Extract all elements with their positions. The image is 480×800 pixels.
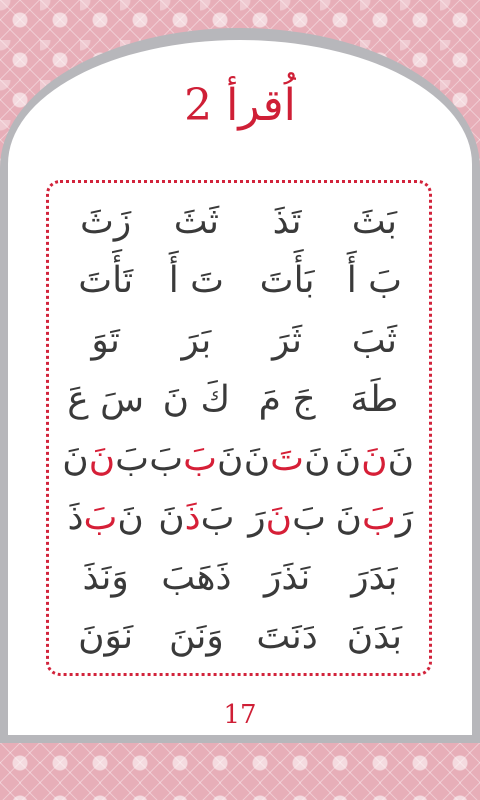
- syllable-cell[interactable]: [331, 311, 418, 370]
- syllable-text: رَ: [248, 497, 266, 539]
- highlighted-letter: تَ: [270, 438, 305, 480]
- syllable-cell[interactable]: [243, 370, 330, 429]
- syllable-cell[interactable]: [62, 488, 149, 547]
- syllable-text: نَذَرَ: [263, 556, 311, 598]
- syllable-cell[interactable]: [243, 488, 330, 547]
- syllable-text: بَ: [115, 438, 150, 480]
- syllable-text: وَنَذَ: [82, 556, 129, 598]
- syllable-text: ثَثَ: [173, 201, 220, 243]
- syllable-cell[interactable]: [331, 251, 418, 310]
- bottom-pattern-band: [0, 735, 480, 800]
- syllable-text: ذَهَبَ: [161, 556, 232, 598]
- syllable-cell[interactable]: [243, 548, 330, 607]
- syllable-cell[interactable]: [331, 192, 418, 251]
- syllable-text: نَ: [243, 438, 271, 480]
- syllable-cell[interactable]: [149, 370, 243, 429]
- syllable-cell[interactable]: [62, 548, 149, 607]
- syllable-cell[interactable]: [331, 488, 418, 547]
- syllable-cell[interactable]: [62, 311, 149, 370]
- syllable-text: ثَبَ: [351, 319, 398, 361]
- syllable-cell[interactable]: [331, 607, 418, 666]
- highlighted-letter: نَ: [265, 497, 293, 539]
- syllable-grid: [62, 192, 418, 666]
- highlighted-letter: نَ: [88, 438, 116, 480]
- syllable-text: بَأَتَ: [259, 260, 315, 302]
- syllable-text: نَ: [158, 497, 185, 539]
- syllable-cell[interactable]: [243, 311, 330, 370]
- syllable-text: بَرَ: [181, 319, 212, 361]
- syllable-text: طَهَ: [350, 378, 399, 420]
- syllable-text: كَ نَ: [162, 378, 231, 420]
- syllable-text: نَ: [334, 438, 362, 480]
- syllable-text: بَ: [149, 438, 184, 480]
- syllable-cell[interactable]: [243, 429, 330, 488]
- highlighted-letter: بَ: [361, 497, 396, 539]
- syllable-text: سَ عَ: [67, 378, 145, 420]
- syllable-text: نَ: [117, 497, 144, 539]
- syllable-cell[interactable]: [149, 311, 243, 370]
- syllable-text: بَ: [200, 497, 235, 539]
- syllable-cell[interactable]: [62, 607, 149, 666]
- syllable-text: تَأَتَ: [78, 260, 134, 302]
- syllable-cell[interactable]: [331, 429, 418, 488]
- syllable-text: رَ: [395, 497, 414, 539]
- highlighted-letter: بَ: [183, 438, 218, 480]
- highlighted-letter: بَ: [83, 497, 118, 539]
- syllable-cell[interactable]: [243, 192, 330, 251]
- syllable-text: تَ أَ: [168, 260, 225, 302]
- syllable-text: بَ أَ: [346, 260, 403, 302]
- syllable-text: وَنَنَ: [168, 615, 224, 657]
- syllable-cell[interactable]: [62, 370, 149, 429]
- syllable-text: بَ: [292, 497, 326, 539]
- syllable-text: بَثَ: [351, 201, 398, 243]
- syllable-cell[interactable]: [149, 429, 243, 488]
- syllable-cell[interactable]: [243, 607, 330, 666]
- syllable-cell[interactable]: [62, 192, 149, 251]
- syllable-cell[interactable]: [62, 429, 149, 488]
- syllable-text: نَ: [304, 438, 331, 480]
- syllable-cell[interactable]: [331, 548, 418, 607]
- highlighted-letter: نَ: [361, 438, 388, 480]
- syllable-text: بَدَنَ: [346, 615, 403, 657]
- syllable-text: تَذَ: [272, 201, 302, 243]
- page-number: 17: [223, 700, 257, 730]
- syllable-text: ثَرَ: [272, 319, 303, 361]
- syllable-text: تَوَ: [91, 319, 120, 361]
- syllable-text: جَ مَ: [258, 378, 316, 420]
- syllable-cell[interactable]: [149, 607, 243, 666]
- syllable-text: دَنَتَ: [256, 615, 318, 657]
- highlighted-letter: ذَ: [184, 497, 201, 539]
- syllable-text: ذَ: [67, 497, 84, 539]
- syllable-cell[interactable]: [331, 370, 418, 429]
- syllable-cell[interactable]: [149, 488, 243, 547]
- lesson-title: اُقرأ 2: [184, 80, 296, 131]
- syllable-text: نَوَنَ: [78, 615, 134, 657]
- syllable-text: نَ: [62, 438, 89, 480]
- syllable-text: نَ: [335, 497, 362, 539]
- syllable-cell[interactable]: [243, 251, 330, 310]
- syllable-cell[interactable]: [149, 548, 243, 607]
- syllable-text: زَثَ: [80, 201, 132, 243]
- syllable-text: نَ: [217, 438, 244, 480]
- syllable-cell[interactable]: [149, 192, 243, 251]
- syllable-cell[interactable]: [149, 251, 243, 310]
- syllable-text: بَدَرَ: [351, 556, 398, 598]
- syllable-cell[interactable]: [62, 251, 149, 310]
- syllable-text: نَ: [387, 438, 415, 480]
